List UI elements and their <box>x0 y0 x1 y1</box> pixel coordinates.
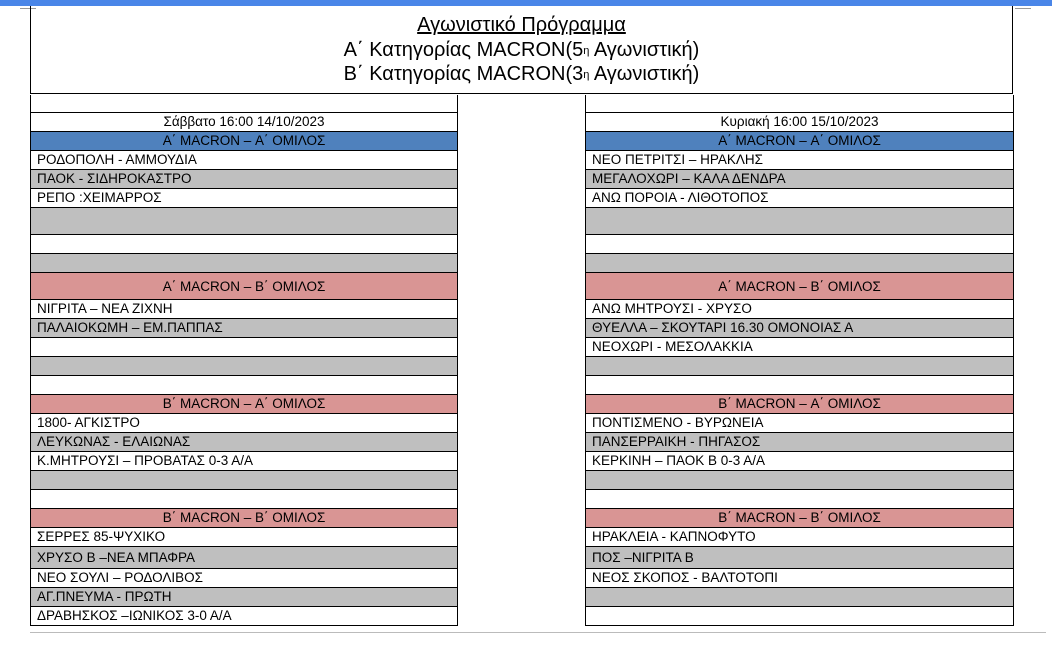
match-row: ΣΕΡΡΕΣ 85-ΨΥΧΙΚΟ <box>31 528 457 547</box>
match-row <box>31 376 457 395</box>
match-row <box>586 471 1013 490</box>
match-row: ΠΟΣ –ΝΙΓΡΙΤΑ Β <box>586 547 1013 569</box>
match-row: 1800- ΑΓΚΙΣΤΡΟ <box>31 414 457 433</box>
subtitle-b-sup: η <box>583 69 590 81</box>
match-row <box>31 208 457 235</box>
subtitle-b-prefix: Β΄ Κατηγορίας MACRON(3 <box>343 63 584 85</box>
match-row: ΠΑΟΚ - ΣΙΔΗΡΟΚΑΣΤΡΟ <box>31 170 457 189</box>
match-row: ΝΕΟ ΣΟΥΛΙ – ΡΟΔΟΛΙΒΟΣ <box>31 569 457 588</box>
spacer-column <box>457 95 586 633</box>
document-header <box>30 6 1013 94</box>
section-header-b-group-a: Β΄ MACRON – Α΄ ΟΜΙΛΟΣ <box>31 395 457 414</box>
blank-row <box>586 95 1013 113</box>
match-row: ΝΙΓΡΙΤΑ – ΝΕΑ ΖΙΧΝΗ <box>31 300 457 319</box>
match-row <box>586 254 1013 273</box>
section-header-b-group-a: Β΄ MACRON – Α΄ ΟΜΙΛΟΣ <box>586 395 1013 414</box>
match-row <box>31 357 457 376</box>
match-row: Κ.ΜΗΤΡΟΥΣΙ – ΠΡΟΒΑΤΑΣ 0-3 Α/Α <box>31 452 457 471</box>
subtitle-a-prefix: Α΄ Κατηγορίας MACRON(5 <box>343 39 584 61</box>
match-row: ΗΡΑΚΛΕΙΑ - ΚΑΠΝΟΦΥΤΟ <box>586 528 1013 547</box>
match-row <box>31 490 457 509</box>
sunday-schedule <box>585 95 1014 626</box>
subtitle-a-sup: η <box>583 45 590 57</box>
sunday-date: Κυριακή 16:00 15/10/2023 <box>586 113 1013 132</box>
match-row <box>586 607 1013 626</box>
match-row <box>586 588 1013 607</box>
match-row: ΛΕΥΚΩΝΑΣ - ΕΛΑΙΩΝΑΣ <box>31 433 457 452</box>
match-row: ΑΝΩ ΠΟΡΟΙΑ - ΛΙΘΟΤΟΠΟΣ <box>586 189 1013 208</box>
blank-row <box>31 95 457 113</box>
match-row: ΠΑΛΑΙΟΚΩΜΗ – ΕΜ.ΠΑΠΠΑΣ <box>31 319 457 338</box>
match-row: ΡΕΠΟ :ΧΕΙΜΑΡΡΟΣ <box>31 189 457 208</box>
match-row: ΚΕΡΚΙΝΗ – ΠΑΟΚ Β 0-3 Α/Α <box>586 452 1013 471</box>
match-row <box>586 357 1013 376</box>
match-row: ΑΝΩ ΜΗΤΡΟΥΣΙ - ΧΡΥΣΟ <box>586 300 1013 319</box>
match-row <box>31 471 457 490</box>
subtitle-category-a <box>31 38 1012 62</box>
match-row: ΝΕΟ ΠΕΤΡΙΤΣΙ – ΗΡΑΚΛΗΣ <box>586 151 1013 170</box>
section-header-a-group-b: Α΄ MACRON – Β΄ ΟΜΙΛΟΣ <box>586 273 1013 300</box>
match-row <box>31 235 457 254</box>
page-bottom-line <box>30 632 1046 633</box>
match-row: ΠΑΝΣΕΡΡΑΙΚΗ - ΠΗΓΑΣΟΣ <box>586 433 1013 452</box>
match-row <box>586 235 1013 254</box>
match-row: ΧΡΥΣΟ Β –ΝΕΑ ΜΠΑΦΡΑ <box>31 547 457 569</box>
match-row <box>586 376 1013 395</box>
crop-mark-right <box>1015 8 1031 9</box>
match-row: ΘΥΕΛΛΑ – ΣΚΟΥΤΑΡΙ 16.30 ΟΜΟΝΟΙΑΣ Α <box>586 319 1013 338</box>
match-row: ΔΡΑΒΗΣΚΟΣ –ΙΩΝΙΚΟΣ 3-0 Α/Α <box>31 607 457 626</box>
saturday-date: Σάββατο 16:00 14/10/2023 <box>31 113 457 132</box>
match-row: ΜΕΓΑΛΟΧΩΡΙ – ΚΑΛΑ ΔΕΝΔΡΑ <box>586 170 1013 189</box>
subtitle-a-suffix: Αγωνιστική) <box>589 39 700 61</box>
section-header-a-group-a: Α΄ MACRON – Α΄ ΟΜΙΛΟΣ <box>31 132 457 151</box>
match-row: ΑΓ.ΠΝΕΥΜΑ - ΠΡΩΤΗ <box>31 588 457 607</box>
match-row <box>586 208 1013 235</box>
match-row: ΠΟΝΤΙΣΜΕΝΟ - ΒΥΡΩΝΕΙΑ <box>586 414 1013 433</box>
match-row: ΝΕΟΣ ΣΚΟΠΟΣ - ΒΑΛΤΟΤΟΠΙ <box>586 569 1013 588</box>
match-row: ΡΟΔΟΠΟΛΗ - ΑΜΜΟΥΔΙΑ <box>31 151 457 170</box>
match-row <box>31 254 457 273</box>
section-header-a-group-a: Α΄ MACRON – Α΄ ΟΜΙΛΟΣ <box>586 132 1013 151</box>
subtitle-category-b <box>31 62 1012 86</box>
match-row: ΝΕΟΧΩΡΙ - ΜΕΣΟΛΑΚΚΙΑ <box>586 338 1013 357</box>
saturday-schedule <box>30 95 458 626</box>
match-row <box>586 490 1013 509</box>
subtitle-b-suffix: Αγωνιστική) <box>589 63 700 85</box>
page-title: Αγωνιστικό Πρόγραμμα <box>417 14 626 36</box>
match-row <box>31 338 457 357</box>
section-header-b-group-b: Β΄ MACRON – Β΄ ΟΜΙΛΟΣ <box>586 509 1013 528</box>
section-header-b-group-b: Β΄ MACRON – Β΄ ΟΜΙΛΟΣ <box>31 509 457 528</box>
section-header-a-group-b: Α΄ MACRON – Β΄ ΟΜΙΛΟΣ <box>31 273 457 300</box>
